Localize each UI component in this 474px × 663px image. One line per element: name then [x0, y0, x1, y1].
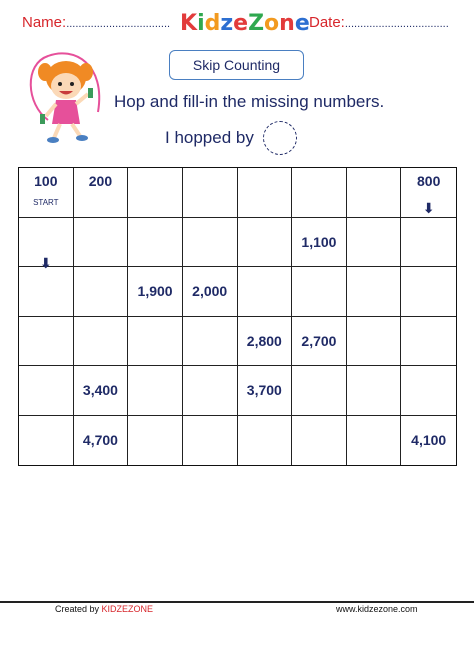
- logo-letter: z: [220, 11, 234, 36]
- grid-cell[interactable]: [183, 168, 238, 218]
- grid-cell[interactable]: [183, 366, 238, 416]
- grid-cell: [74, 168, 129, 218]
- grid-number: 200: [88, 172, 113, 189]
- grid-cell: [292, 218, 347, 268]
- grid-cell[interactable]: [128, 168, 183, 218]
- grid-number: 2,000: [192, 283, 228, 300]
- grid-cell[interactable]: [238, 218, 293, 268]
- grid-cell[interactable]: [183, 218, 238, 268]
- logo-letter: K: [180, 11, 198, 36]
- grid-cell[interactable]: [238, 168, 293, 218]
- grid-number: 2,700: [301, 332, 337, 349]
- grid-cell[interactable]: [292, 416, 347, 466]
- grid-number: 4,700: [82, 432, 118, 449]
- skip-counting-title: Skip Counting: [169, 50, 304, 80]
- grid-cell[interactable]: [19, 317, 74, 367]
- name-field: [22, 14, 170, 32]
- instruction-text: Hop and fill-in the missing numbers.: [114, 92, 385, 111]
- grid-cell[interactable]: [401, 218, 456, 268]
- grid-cell: [401, 416, 456, 466]
- grid-cell[interactable]: [74, 267, 129, 317]
- date-field: [309, 14, 449, 32]
- grid-cell[interactable]: [347, 416, 402, 466]
- grid-cell: [74, 416, 129, 466]
- footer-divider: [0, 601, 474, 603]
- name-blank: ..................................: [66, 18, 171, 30]
- logo-letter: e: [233, 11, 249, 36]
- grid-cell[interactable]: [347, 267, 402, 317]
- down-arrow-icon: ⬇: [39, 255, 52, 272]
- logo-letter: d: [204, 11, 221, 36]
- grid-cell[interactable]: [401, 366, 456, 416]
- grid-number: 100: [34, 172, 58, 189]
- grid-number: 3,700: [246, 382, 282, 399]
- footer-credit: [55, 604, 153, 614]
- grid-number: 1,900: [137, 283, 173, 300]
- grid-cell[interactable]: [347, 366, 402, 416]
- grid-cell[interactable]: [19, 416, 74, 466]
- grid-cell: [74, 366, 129, 416]
- grid-cell[interactable]: [19, 218, 74, 272]
- logo-letter: Z: [248, 11, 265, 36]
- logo-letter: n: [279, 11, 295, 36]
- grid-cell[interactable]: [401, 317, 456, 367]
- kidzezone-logo: [180, 11, 310, 39]
- grid-cell[interactable]: [292, 267, 347, 317]
- logo-letter: e: [294, 11, 310, 36]
- grid-cell[interactable]: [128, 366, 183, 416]
- grid-cell[interactable]: [238, 267, 293, 317]
- grid-cell: [292, 317, 347, 367]
- skip-counting-grid: [18, 167, 457, 466]
- logo-wordmark: [180, 11, 310, 36]
- grid-cell[interactable]: [128, 218, 183, 268]
- logo-letter: i: [197, 11, 205, 36]
- date-blank: ..................................: [344, 18, 449, 30]
- start-label: START: [33, 198, 59, 208]
- grid-cell[interactable]: [347, 168, 402, 218]
- grid-cell[interactable]: [74, 218, 129, 268]
- grid-cell: [401, 168, 456, 218]
- grid-cell[interactable]: [128, 317, 183, 367]
- grid-cell[interactable]: [401, 267, 456, 317]
- grid-cell[interactable]: [292, 168, 347, 218]
- grid-cell: [183, 267, 238, 317]
- grid-cell[interactable]: [292, 366, 347, 416]
- down-arrow-icon: ⬇: [422, 200, 435, 216]
- grid-cell[interactable]: [347, 317, 402, 367]
- date-label: Date:: [309, 14, 345, 31]
- grid-cell[interactable]: [128, 416, 183, 466]
- grid-cell: [128, 267, 183, 317]
- grid-cell[interactable]: [19, 267, 74, 317]
- logo-letter: o: [264, 11, 280, 36]
- grid-number: 3,400: [82, 382, 118, 399]
- grid-cell[interactable]: [183, 317, 238, 367]
- grid-number: 2,800: [246, 332, 282, 349]
- grid-number: 800: [417, 172, 441, 189]
- grid-cell[interactable]: [347, 218, 402, 268]
- grid-cell[interactable]: [183, 416, 238, 466]
- footer-created-prefix: Created by: [55, 604, 102, 614]
- grid-cell: [238, 317, 293, 367]
- grid-cell: [238, 366, 293, 416]
- grid-number: 4,100: [411, 432, 447, 449]
- jump-rope-girl-illustration: [18, 42, 114, 150]
- grid-cell[interactable]: [74, 317, 129, 367]
- footer-brand: KIDZEZONE: [101, 604, 154, 614]
- hop-amount-blank[interactable]: [263, 121, 297, 155]
- grid-cell: [19, 168, 74, 218]
- footer-website: www.kidzezone.com: [336, 604, 418, 614]
- grid-cell[interactable]: [19, 366, 74, 416]
- grid-cell[interactable]: [238, 416, 293, 466]
- hopped-by-label: I hopped by: [165, 128, 254, 147]
- name-label: Name:: [22, 14, 67, 31]
- grid-number: 1,100: [301, 233, 337, 250]
